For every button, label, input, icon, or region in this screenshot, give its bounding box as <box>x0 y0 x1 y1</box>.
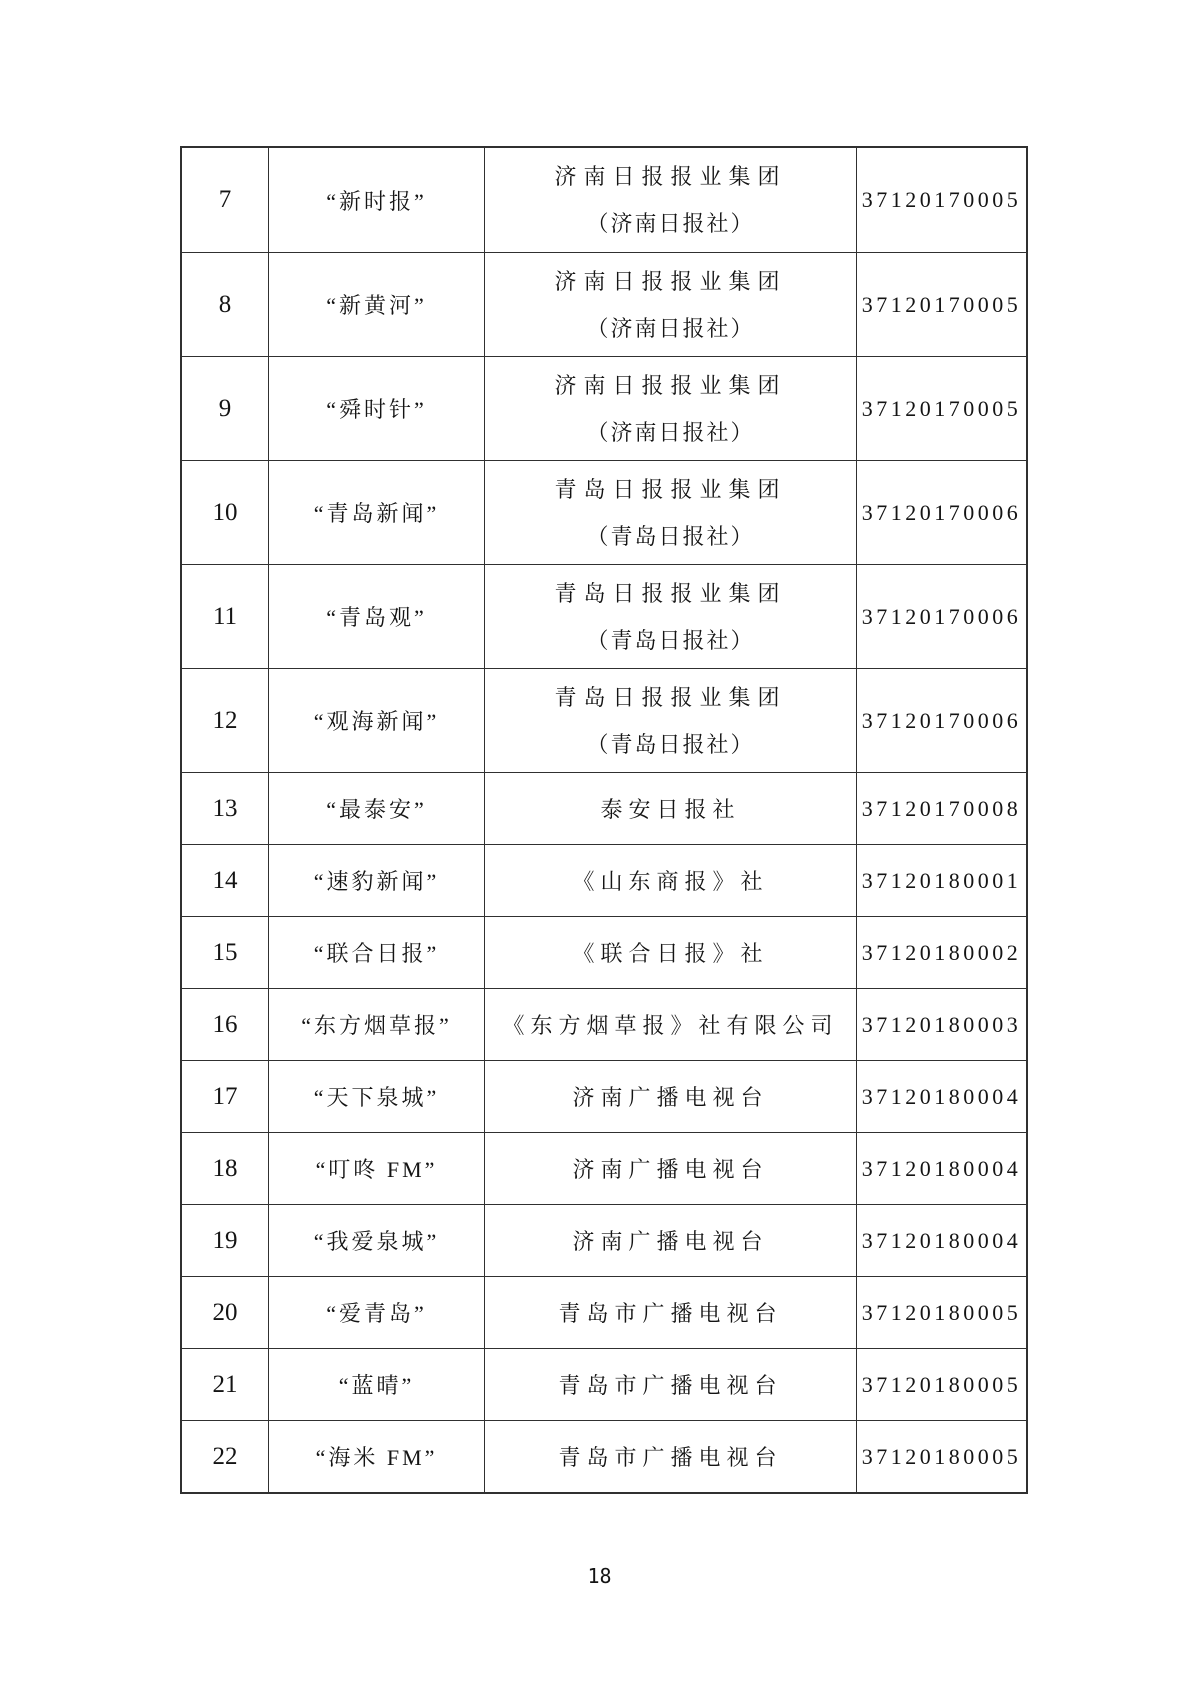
organizer-cell <box>484 669 856 772</box>
account-name: “蓝晴” <box>268 1349 484 1420</box>
row-index: 17 <box>212 1082 238 1110</box>
organizer-cell <box>484 1061 856 1132</box>
organizer-line2: （济南日报社） <box>586 211 755 236</box>
account-name: “青岛观” <box>268 565 484 668</box>
organizer-line1: 济南日报报业集团 <box>554 164 787 189</box>
organizer-line2: （青岛日报社） <box>586 731 755 757</box>
row-index: 15 <box>212 938 238 966</box>
table-row <box>182 1276 1026 1348</box>
license-number: 37120180002 <box>856 917 1026 988</box>
organizer-line2: （济南日报社） <box>586 315 755 341</box>
organizer-line1: 青岛市广播电视台 <box>558 1301 783 1326</box>
account-name: “最泰安” <box>268 773 484 844</box>
organizer-line1: 青岛日报报业集团 <box>554 684 787 710</box>
row-index: 16 <box>212 1010 238 1038</box>
organizer-line1: 青岛市广播电视台 <box>558 1373 783 1398</box>
row-index: 8 <box>218 290 232 318</box>
table-row <box>182 1348 1026 1420</box>
row-index: 21 <box>212 1370 238 1398</box>
account-name: “东方烟草报” <box>268 989 484 1060</box>
organizer-cell <box>484 773 856 844</box>
account-name: “联合日报” <box>268 917 484 988</box>
license-number: 37120180004 <box>856 1205 1026 1276</box>
organizer-line1: 济南日报报业集团 <box>554 372 787 398</box>
organizer-line1: 青岛日报报业集团 <box>554 580 787 606</box>
account-name: “新黄河” <box>268 253 484 356</box>
license-number: 37120170006 <box>856 461 1026 564</box>
table-row <box>182 988 1026 1060</box>
license-number: 37120180003 <box>856 989 1026 1060</box>
account-name: “我爱泉城” <box>268 1205 484 1276</box>
row-index: 11 <box>212 602 238 630</box>
account-name: “舜时针” <box>268 357 484 460</box>
organizer-cell <box>484 1277 856 1348</box>
account-name: “天下泉城” <box>268 1061 484 1132</box>
table-row <box>182 1060 1026 1132</box>
account-name: “速豹新闻” <box>268 845 484 916</box>
row-index: 9 <box>218 394 232 422</box>
table-row <box>182 668 1026 772</box>
license-number: 37120170005 <box>856 357 1026 460</box>
table-row <box>182 844 1026 916</box>
license-number: 37120170006 <box>856 565 1026 668</box>
organizer-cell <box>484 1421 856 1492</box>
table-row <box>182 1420 1026 1492</box>
license-number: 37120170005 <box>856 253 1026 356</box>
organizer-line2: （青岛日报社） <box>586 523 755 549</box>
table-row <box>182 916 1026 988</box>
organizer-line1: 济南广播电视台 <box>572 1085 769 1110</box>
organizer-line1: 《山东商报》社 <box>572 869 769 894</box>
organizer-cell <box>484 253 856 356</box>
organizer-line1: 泰安日报社 <box>600 797 741 822</box>
table-row <box>182 356 1026 460</box>
account-name: “爱青岛” <box>268 1277 484 1348</box>
organizer-line2: （青岛日报社） <box>586 627 755 653</box>
account-name: “叮咚 FM” <box>268 1133 484 1204</box>
organizer-line1: 青岛市广播电视台 <box>558 1445 783 1470</box>
organizer-cell <box>484 1205 856 1276</box>
row-index: 19 <box>212 1226 238 1254</box>
row-index: 22 <box>212 1442 238 1470</box>
row-index: 18 <box>212 1154 238 1182</box>
license-number: 37120170008 <box>856 773 1026 844</box>
license-number: 37120170005 <box>856 148 1026 252</box>
organizer-line2: （济南日报社） <box>586 419 755 445</box>
organizer-cell <box>484 1133 856 1204</box>
row-index: 20 <box>212 1298 238 1326</box>
account-name: “青岛新闻” <box>268 461 484 564</box>
organizer-cell <box>484 565 856 668</box>
organizer-line1: 济南广播电视台 <box>572 1157 769 1182</box>
row-index: 10 <box>212 498 238 526</box>
row-index: 13 <box>212 794 238 822</box>
license-number: 37120180004 <box>856 1133 1026 1204</box>
license-number: 37120180001 <box>856 845 1026 916</box>
license-number: 37120180005 <box>856 1421 1026 1492</box>
license-number: 37120180004 <box>856 1061 1026 1132</box>
organizer-line1: 《联合日报》社 <box>572 941 769 966</box>
organizer-cell <box>484 461 856 564</box>
table-row <box>182 564 1026 668</box>
table-row <box>182 1132 1026 1204</box>
license-number: 37120170006 <box>856 669 1026 772</box>
license-table <box>180 146 1028 1494</box>
table-row <box>182 460 1026 564</box>
organizer-line1: 青岛日报报业集团 <box>554 476 787 502</box>
organizer-line1: 济南广播电视台 <box>572 1229 769 1254</box>
license-number: 37120180005 <box>856 1349 1026 1420</box>
organizer-cell <box>484 917 856 988</box>
account-name: “新时报” <box>268 148 484 252</box>
organizer-cell <box>484 1349 856 1420</box>
organizer-line1: 《东方烟草报》社有限公司 <box>502 1013 839 1038</box>
row-index: 14 <box>212 866 238 894</box>
table-row <box>182 148 1026 252</box>
license-number: 37120180005 <box>856 1277 1026 1348</box>
row-index: 7 <box>218 186 232 213</box>
row-index: 12 <box>212 706 238 734</box>
table-row <box>182 772 1026 844</box>
organizer-line1: 济南日报报业集团 <box>554 268 787 294</box>
organizer-cell <box>484 357 856 460</box>
organizer-cell <box>484 845 856 916</box>
account-name: “观海新闻” <box>268 669 484 772</box>
table-row <box>182 252 1026 356</box>
organizer-cell <box>484 989 856 1060</box>
page-number: 18 <box>587 1564 612 1588</box>
table-row <box>182 1204 1026 1276</box>
organizer-cell <box>484 148 856 252</box>
account-name: “海米 FM” <box>268 1421 484 1492</box>
